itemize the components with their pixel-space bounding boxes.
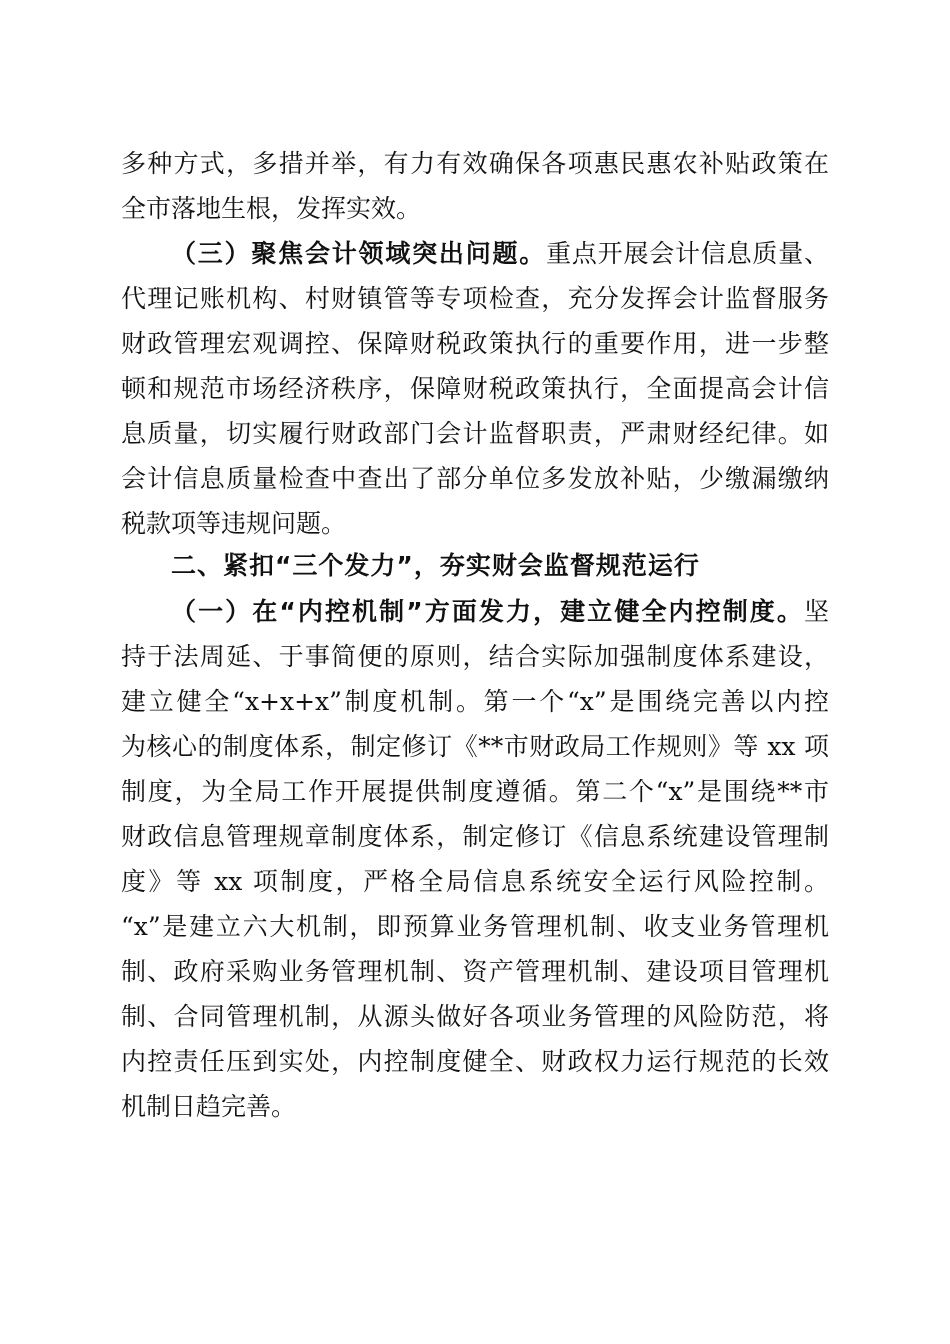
paragraph-3-line-1-text: 坚 <box>803 597 829 626</box>
paragraph-3-line-2: 持于法周延、于事简便的原则，结合实际加强制度体系建设， <box>121 642 829 671</box>
paragraph-2-line-3: 财政管理宏观调控、保障财税政策执行的重要作用，进一步整 <box>121 329 829 358</box>
paragraph-2-line-5: 息质量，切实履行财政部门会计监督职责，严肃财经纪律。如 <box>121 419 829 448</box>
paragraph-2-line-7: 税款项等违规问题。 <box>121 509 347 538</box>
paragraph-3-line-6: 财政信息管理规章制度体系，制定修订《信息系统建设管理制 <box>121 822 829 851</box>
paragraph-2-line-6: 会计信息质量检查中查出了部分单位多发放补贴，少缴漏缴纳 <box>121 464 829 493</box>
paragraph-2-line-4: 顿和规范市场经济秩序，保障财税政策执行，全面提高会计信 <box>121 374 829 403</box>
paragraph-3-lead: （一）在“内控机制”方面发力，建立健全内控制度。 <box>171 597 804 626</box>
paragraph-2-line-1-text: 重点开展会计信息质量、 <box>546 239 829 268</box>
paragraph-3-line-3: 建立健全“x+x+x”制度机制。第一个“x”是围绕完善以内控 <box>121 687 829 716</box>
paragraph-1-line-2: 全市落地生根，发挥实效。 <box>121 194 422 223</box>
paragraph-3-line-9: 制、政府采购业务管理机制、资产管理机制、建设项目管理机 <box>121 957 829 986</box>
paragraph-3-line-12: 机制日趋完善。 <box>121 1092 297 1121</box>
paragraph-3-line-10: 制、合同管理机制，从源头做好各项业务管理的风险防范，将 <box>121 1002 829 1031</box>
paragraph-1-line-1: 多种方式，多措并举，有力有效确保各项惠民惠农补贴政策在 <box>121 149 829 178</box>
paragraph-3-line-7: 度》等 xx 项制度，严格全局信息系统安全运行风险控制。 <box>121 867 829 896</box>
paragraph-2-line-1 <box>171 234 829 274</box>
paragraph-3-line-1 <box>171 592 829 632</box>
paragraph-3-line-8: “x”是建立六大机制，即预算业务管理机制、收支业务管理机 <box>121 912 829 941</box>
section-heading: 二、紧扣“三个发力”，夯实财会监督规范运行 <box>171 551 700 580</box>
paragraph-3-line-5: 制度，为全局工作开展提供制度遵循。第二个“x”是围绕**市 <box>121 777 829 806</box>
paragraph-3-line-11: 内控责任压到实处，内控制度健全、财政权力运行规范的长效 <box>121 1047 829 1076</box>
paragraph-2-lead: （三）聚焦会计领域突出问题。 <box>171 239 547 268</box>
paragraph-2-line-2: 代理记账机构、村财镇管等专项检查，充分发挥会计监督服务 <box>121 284 829 313</box>
paragraph-3-line-4: 为核心的制度体系，制定修订《**市财政局工作规则》等 xx 项 <box>121 732 829 761</box>
